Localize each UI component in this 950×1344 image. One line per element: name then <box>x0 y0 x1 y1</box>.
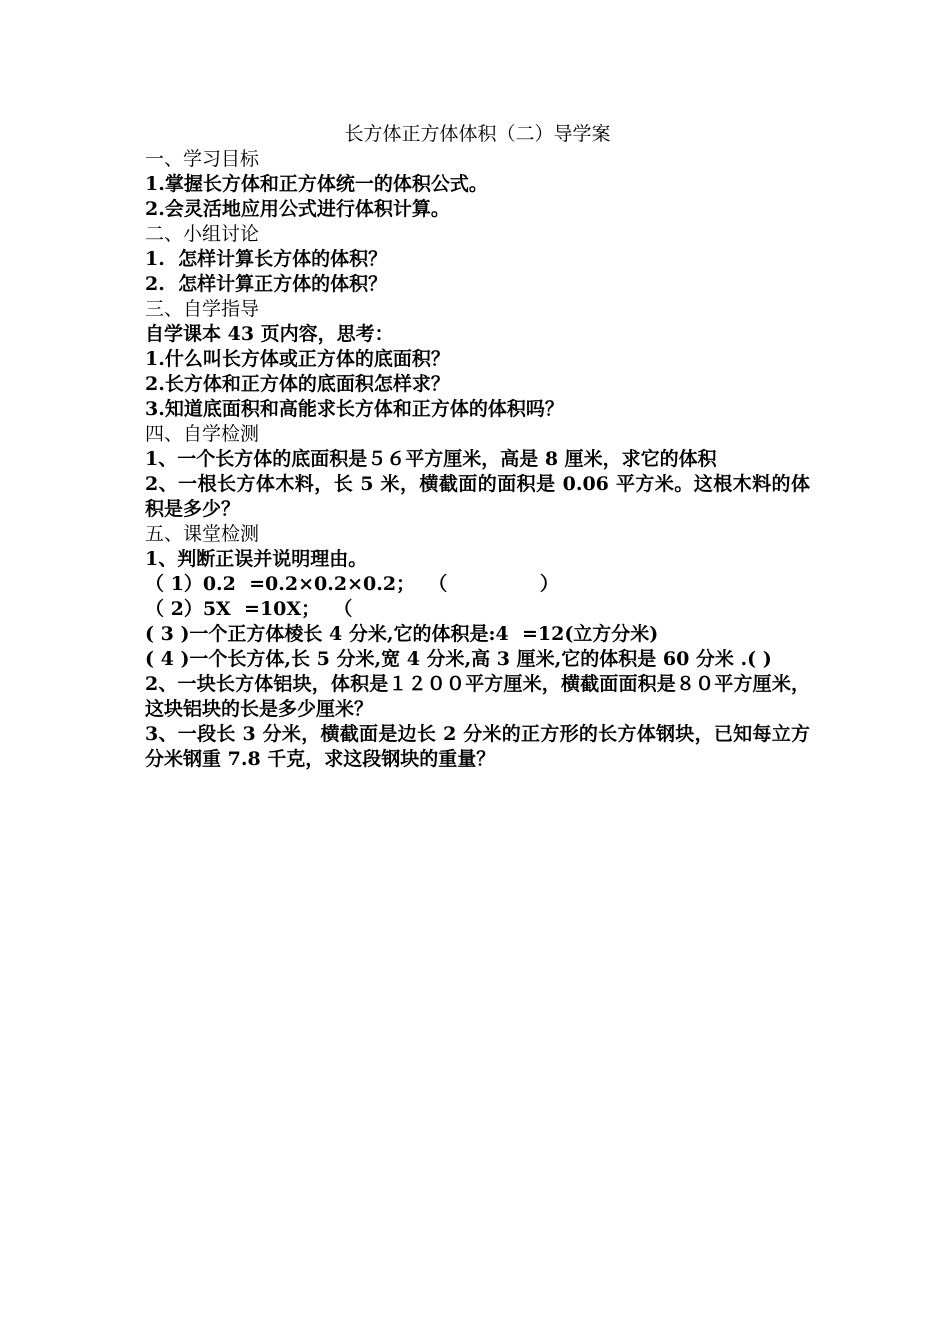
section-heading-goals: 一、学习目标 <box>145 148 260 170</box>
section-heading-class-check: 五、课堂检测 <box>145 523 260 545</box>
section-heading-self-check: 四、自学检测 <box>145 423 260 445</box>
judge-item-1: （ 1）0.2 =0.2×0.2×0.2； （ ） <box>145 573 559 595</box>
discussion-item-1: 1. 怎样计算长方体的体积？ <box>145 248 388 270</box>
section-heading-discussion: 二、小组讨论 <box>145 223 260 245</box>
discussion-item-2: 2. 怎样计算正方体的体积？ <box>145 273 388 295</box>
self-study-question-1: 1.什么叫长方体或正方体的底面积？ <box>145 348 450 370</box>
goal-item-1: 1.掌握长方体和正方体统一的体积公式。 <box>145 173 488 195</box>
class-check-problem-2: 2、一块长方体铝块，体积是１２００平方厘米，横截面面积是８０平方厘米，这块铝块的长是多少厘米？ <box>145 673 810 720</box>
document-title: 长方体正方体体积（二）导学案 <box>344 123 611 145</box>
section-heading-self-study: 三、自学指导 <box>145 298 260 320</box>
self-study-question-2: 2.长方体和正方体的底面积怎样求？ <box>145 373 450 395</box>
self-study-intro: 自学课本 43 页内容，思考： <box>145 323 394 345</box>
class-check-instruction: 1、判断正误并说明理由。 <box>145 548 368 570</box>
self-check-problem-1: 1、一个长方体的底面积是５６平方厘米，高是 8 厘米，求它的体积 <box>145 448 717 470</box>
class-check-problem-3: 3、一段长 3 分米，横截面是边长 2 分米的正方形的长方体钢块，已知每立方分米钢重 7.8 千克，求这段钢块的重量？ <box>145 723 810 770</box>
judge-item-4: ( 4 )一个长方体,长 5 分米,宽 4 分米,高 3 厘米,它的体积是 60 分米 .( ) <box>145 648 772 670</box>
judge-item-2: （ 2）5X =10X； （ <box>145 598 353 620</box>
document-page <box>145 122 810 772</box>
goal-item-2: 2.会灵活地应用公式进行体积计算。 <box>145 198 450 220</box>
judge-item-3: ( 3 )一个正方体棱长 4 分米,它的体积是:4 =12(立方分米) <box>145 623 659 645</box>
self-check-problem-2: 2、一根长方体木料，长 5 米，横截面的面积是 0.06 平方米。这根木料的体积是多少？ <box>145 473 810 520</box>
self-study-question-3: 3.知道底面积和高能求长方体和正方体的体积吗？ <box>145 398 564 420</box>
